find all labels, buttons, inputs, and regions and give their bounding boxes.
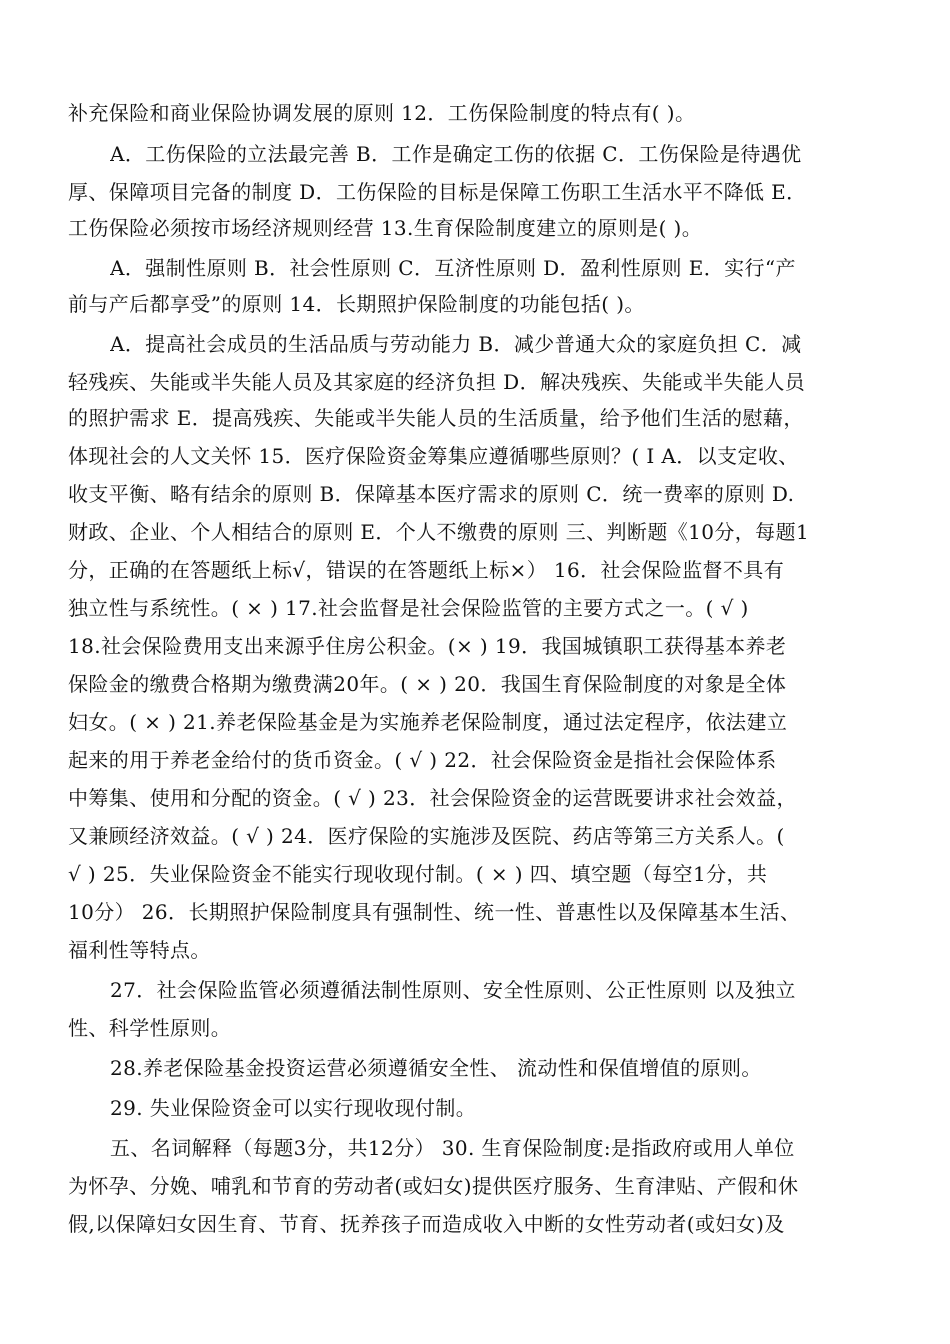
text-line: 五、名词解释（每题3分，共12分） 30. 生育保险制度:是指政府或用人单位: [110, 1136, 795, 1160]
text-line: A．提高社会成员的生活品质与劳动能力 B．减少普通大众的家庭负担 C．减: [110, 332, 802, 356]
text-line: √ ) 25．失业保险资金不能实行现收现付制。( × ) 四、填空题（每空1分，共: [68, 862, 768, 886]
text-line: 29. 失业保险资金可以实行现收现付制。: [110, 1096, 477, 1120]
text-line: 轻残疾、失能或半失能人员及其家庭的经济负担 D．解决残疾、失能或半失能人员: [68, 370, 806, 394]
text-line: 体现社会的人文关怀 15．医疗保险资金筹集应遵循哪些原则？( I A．以支定收、: [68, 444, 799, 468]
text-line: 的照护需求 E．提高残疾、失能或半失能人员的生活质量，给予他们生活的慰藉，: [68, 406, 804, 430]
text-line: 福利性等特点。: [68, 938, 211, 962]
text-line: A．工伤保险的立法最完善 B．工作是确定工伤的依据 C．工伤保险是待遇优: [110, 142, 802, 166]
text-line: A．强制性原则 B．社会性原则 C．互济性原则 D．盈利性原则 E．实行“产: [110, 256, 796, 280]
text-line: 又兼顾经济效益。( √ ) 24．医疗保险的实施涉及医院、药店等第三方关系人。(: [68, 824, 785, 848]
text-line: 分，正确的在答题纸上标√，错误的在答题纸上标×） 16．社会保险监督不具有: [68, 558, 785, 582]
text-line: 性、科学性原则。: [68, 1016, 232, 1040]
text-line: 前与产后都享受”的原则 14．长期照护保险制度的功能包括( )。: [68, 292, 645, 316]
text-line: 中筹集、使用和分配的资金。( √ ) 23．社会保险资金的运营既要讲求社会效益，: [68, 786, 797, 810]
text-line: 独立性与系统性。( × ) 17.社会监督是社会保险监管的主要方式之一。( √ ): [68, 596, 749, 620]
text-line: 27．社会保险监管必须遵循法制性原则、安全性原则、公正性原则 以及独立: [110, 978, 796, 1002]
text-line: 收支平衡、略有结余的原则 B．保障基本医疗需求的原则 C．统一费率的原则 D.: [68, 482, 795, 506]
text-line: 10分） 26．长期照护保险制度具有强制性、统一性、普惠性以及保障基本生活、: [68, 900, 801, 924]
text-line: 保险金的缴费合格期为缴费满20年。( × ) 20．我国生育保险制度的对象是全体: [68, 672, 787, 696]
text-line: 补充保险和商业保险协调发展的原则 12．工伤保险制度的特点有( )。: [68, 101, 696, 125]
text-line: 妇女。( × ) 21.养老保险基金是为实施养老保险制度，通过法定程序，依法建立: [68, 710, 788, 734]
text-line: 假,以保障妇女因生育、节育、抚养孩子而造成收入中断的女性劳动者(或妇女)及: [68, 1212, 785, 1236]
text-line: 18.社会保险费用支出来源乎住房公积金。(× ) 19．我国城镇职工获得基本养老: [68, 634, 787, 658]
text-line: 28.养老保险基金投资运营必须遵循安全性、 流动性和保值增值的原则。: [110, 1056, 762, 1080]
text-line: 财政、企业、个人相结合的原则 E．个人不缴费的原则 三、判断题《10分，每题1: [68, 520, 810, 544]
text-line: 工伤保险必须按市场经济规则经营 13.生育保险制度建立的原则是( )。: [68, 216, 703, 240]
text-line: 为怀孕、分娩、哺乳和节育的劳动者(或妇女)提供医疗服务、生育津贴、产假和休: [68, 1174, 799, 1198]
text-line: 厚、保障项目完备的制度 D．工伤保险的目标是保障工伤职工生活水平不降低 E．: [68, 180, 807, 204]
text-line: 起来的用于养老金给付的货币资金。( √ ) 22．社会保险资金是指社会保险体系: [68, 748, 777, 772]
